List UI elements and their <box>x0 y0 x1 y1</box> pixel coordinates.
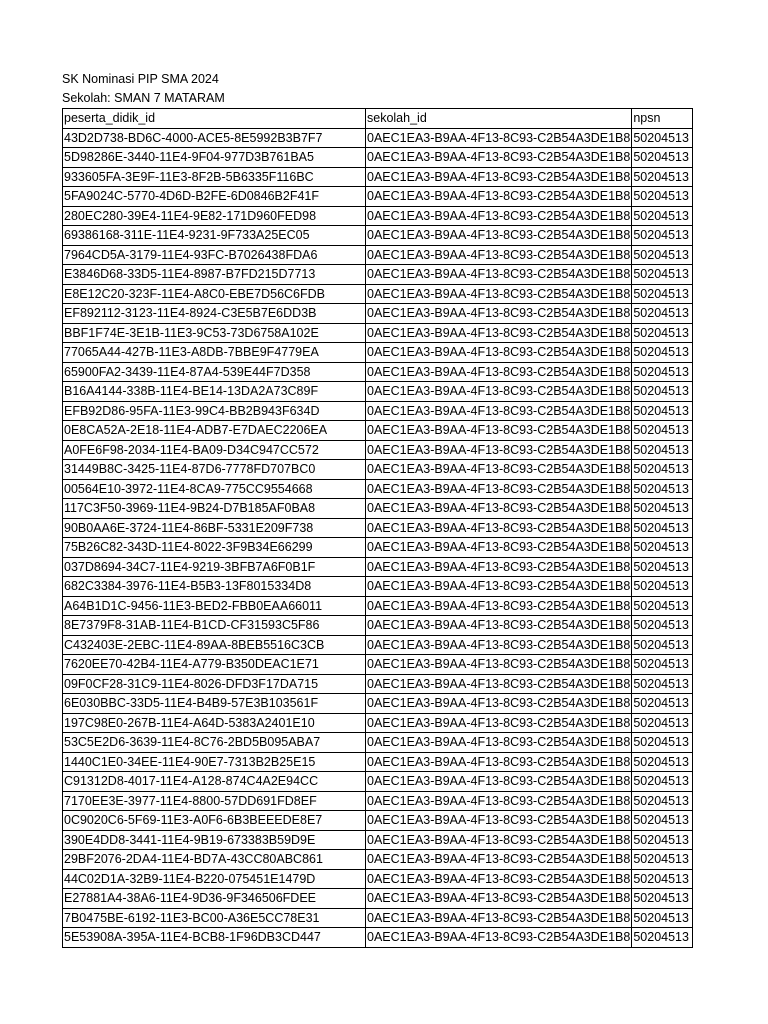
cell-peserta-didik-id: 29BF2076-2DA4-11E4-BD7A-43CC80ABC861 <box>63 850 366 870</box>
cell-sekolah-id: 0AEC1EA3-B9AA-4F13-8C93-C2B54A3DE1B8 <box>366 187 632 207</box>
cell-npsn: 50204513 <box>632 655 693 675</box>
cell-npsn: 50204513 <box>632 850 693 870</box>
cell-sekolah-id: 0AEC1EA3-B9AA-4F13-8C93-C2B54A3DE1B8 <box>366 148 632 168</box>
cell-npsn: 50204513 <box>632 928 693 948</box>
cell-npsn: 50204513 <box>632 713 693 733</box>
cell-npsn: 50204513 <box>632 362 693 382</box>
cell-peserta-didik-id: 7620EE70-42B4-11E4-A779-B350DEAC1E71 <box>63 655 366 675</box>
table-row <box>63 869 693 889</box>
cell-peserta-didik-id: 8E7379F8-31AB-11E4-B1CD-CF31593C5F86 <box>63 616 366 636</box>
cell-peserta-didik-id: E8E12C20-323F-11E4-A8C0-EBE7D56C6FDB <box>63 284 366 304</box>
cell-sekolah-id: 0AEC1EA3-B9AA-4F13-8C93-C2B54A3DE1B8 <box>366 752 632 772</box>
spreadsheet-page <box>62 70 693 948</box>
table-row <box>63 811 693 831</box>
cell-peserta-didik-id: C432403E-2EBC-11E4-89AA-8BEB5516C3CB <box>63 635 366 655</box>
table-row <box>63 440 693 460</box>
cell-npsn: 50204513 <box>632 538 693 558</box>
cell-npsn: 50204513 <box>632 830 693 850</box>
cell-sekolah-id: 0AEC1EA3-B9AA-4F13-8C93-C2B54A3DE1B8 <box>366 167 632 187</box>
cell-sekolah-id: 0AEC1EA3-B9AA-4F13-8C93-C2B54A3DE1B8 <box>366 557 632 577</box>
cell-npsn: 50204513 <box>632 694 693 714</box>
cell-sekolah-id: 0AEC1EA3-B9AA-4F13-8C93-C2B54A3DE1B8 <box>366 304 632 324</box>
table-row <box>63 265 693 285</box>
cell-peserta-didik-id: BBF1F74E-3E1B-11E3-9C53-73D6758A102E <box>63 323 366 343</box>
cell-sekolah-id: 0AEC1EA3-B9AA-4F13-8C93-C2B54A3DE1B8 <box>366 772 632 792</box>
cell-npsn: 50204513 <box>632 733 693 753</box>
cell-sekolah-id: 0AEC1EA3-B9AA-4F13-8C93-C2B54A3DE1B8 <box>366 362 632 382</box>
table-row <box>63 382 693 402</box>
cell-sekolah-id: 0AEC1EA3-B9AA-4F13-8C93-C2B54A3DE1B8 <box>366 401 632 421</box>
cell-sekolah-id: 0AEC1EA3-B9AA-4F13-8C93-C2B54A3DE1B8 <box>366 733 632 753</box>
table-row <box>63 830 693 850</box>
cell-sekolah-id: 0AEC1EA3-B9AA-4F13-8C93-C2B54A3DE1B8 <box>366 791 632 811</box>
cell-sekolah-id: 0AEC1EA3-B9AA-4F13-8C93-C2B54A3DE1B8 <box>366 479 632 499</box>
cell-peserta-didik-id: E27881A4-38A6-11E4-9D36-9F346506FDEE <box>63 889 366 909</box>
cell-peserta-didik-id: 6E030BBC-33D5-11E4-B4B9-57E3B103561F <box>63 694 366 714</box>
cell-peserta-didik-id: 44C02D1A-32B9-11E4-B220-075451E1479D <box>63 869 366 889</box>
cell-npsn: 50204513 <box>632 401 693 421</box>
cell-npsn: 50204513 <box>632 635 693 655</box>
cell-npsn: 50204513 <box>632 811 693 831</box>
cell-npsn: 50204513 <box>632 206 693 226</box>
cell-npsn: 50204513 <box>632 908 693 928</box>
cell-npsn: 50204513 <box>632 518 693 538</box>
cell-sekolah-id: 0AEC1EA3-B9AA-4F13-8C93-C2B54A3DE1B8 <box>366 382 632 402</box>
cell-sekolah-id: 0AEC1EA3-B9AA-4F13-8C93-C2B54A3DE1B8 <box>366 713 632 733</box>
cell-npsn: 50204513 <box>632 674 693 694</box>
cell-sekolah-id: 0AEC1EA3-B9AA-4F13-8C93-C2B54A3DE1B8 <box>366 577 632 597</box>
cell-peserta-didik-id: 117C3F50-3969-11E4-9B24-D7B185AF0BA8 <box>63 499 366 519</box>
table-row <box>63 167 693 187</box>
cell-sekolah-id: 0AEC1EA3-B9AA-4F13-8C93-C2B54A3DE1B8 <box>366 889 632 909</box>
cell-peserta-didik-id: EF892112-3123-11E4-8924-C3E5B7E6DD3B <box>63 304 366 324</box>
table-row <box>63 421 693 441</box>
table-row <box>63 499 693 519</box>
cell-npsn: 50204513 <box>632 304 693 324</box>
table-row <box>63 694 693 714</box>
table-row <box>63 713 693 733</box>
table-row <box>63 577 693 597</box>
cell-peserta-didik-id: A64B1D1C-9456-11E3-BED2-FBB0EAA66011 <box>63 596 366 616</box>
cell-peserta-didik-id: 682C3384-3976-11E4-B5B3-13F8015334D8 <box>63 577 366 597</box>
cell-peserta-didik-id: 75B26C82-343D-11E4-8022-3F9B34E66299 <box>63 538 366 558</box>
cell-npsn: 50204513 <box>632 791 693 811</box>
cell-peserta-didik-id: 69386168-311E-11E4-9231-9F733A25EC05 <box>63 226 366 246</box>
table-row <box>63 401 693 421</box>
cell-sekolah-id: 0AEC1EA3-B9AA-4F13-8C93-C2B54A3DE1B8 <box>366 343 632 363</box>
cell-sekolah-id: 0AEC1EA3-B9AA-4F13-8C93-C2B54A3DE1B8 <box>366 596 632 616</box>
cell-npsn: 50204513 <box>632 752 693 772</box>
cell-peserta-didik-id: 933605FA-3E9F-11E3-8F2B-5B6335F116BC <box>63 167 366 187</box>
cell-npsn: 50204513 <box>632 265 693 285</box>
cell-peserta-didik-id: 7B0475BE-6192-11E3-BC00-A36E5CC78E31 <box>63 908 366 928</box>
table-row <box>63 460 693 480</box>
cell-peserta-didik-id: EFB92D86-95FA-11E3-99C4-BB2B943F634D <box>63 401 366 421</box>
cell-sekolah-id: 0AEC1EA3-B9AA-4F13-8C93-C2B54A3DE1B8 <box>366 830 632 850</box>
table-row <box>63 343 693 363</box>
table-row <box>63 148 693 168</box>
cell-sekolah-id: 0AEC1EA3-B9AA-4F13-8C93-C2B54A3DE1B8 <box>366 206 632 226</box>
cell-npsn: 50204513 <box>632 440 693 460</box>
table-header-row <box>63 109 693 129</box>
cell-npsn: 50204513 <box>632 577 693 597</box>
table-row <box>63 908 693 928</box>
table-row <box>63 616 693 636</box>
cell-peserta-didik-id: 90B0AA6E-3724-11E4-86BF-5331E209F738 <box>63 518 366 538</box>
header-npsn: npsn <box>632 109 693 129</box>
cell-npsn: 50204513 <box>632 148 693 168</box>
cell-sekolah-id: 0AEC1EA3-B9AA-4F13-8C93-C2B54A3DE1B8 <box>366 655 632 675</box>
table-row <box>63 187 693 207</box>
table-row <box>63 128 693 148</box>
table-row <box>63 772 693 792</box>
cell-peserta-didik-id: 65900FA2-3439-11E4-87A4-539E44F7D358 <box>63 362 366 382</box>
cell-npsn: 50204513 <box>632 226 693 246</box>
table-row <box>63 655 693 675</box>
cell-peserta-didik-id: 0C9020C6-5F69-11E3-A0F6-6B3BEEEDE8E7 <box>63 811 366 831</box>
cell-peserta-didik-id: E3846D68-33D5-11E4-8987-B7FD215D7713 <box>63 265 366 285</box>
cell-npsn: 50204513 <box>632 460 693 480</box>
table-row <box>63 752 693 772</box>
cell-sekolah-id: 0AEC1EA3-B9AA-4F13-8C93-C2B54A3DE1B8 <box>366 538 632 558</box>
table-row <box>63 323 693 343</box>
cell-peserta-didik-id: 43D2D738-BD6C-4000-ACE5-8E5992B3B7F7 <box>63 128 366 148</box>
cell-sekolah-id: 0AEC1EA3-B9AA-4F13-8C93-C2B54A3DE1B8 <box>366 323 632 343</box>
cell-npsn: 50204513 <box>632 382 693 402</box>
table-row <box>63 733 693 753</box>
cell-peserta-didik-id: 09F0CF28-31C9-11E4-8026-DFD3F17DA715 <box>63 674 366 694</box>
cell-npsn: 50204513 <box>632 245 693 265</box>
cell-npsn: 50204513 <box>632 869 693 889</box>
table-row <box>63 791 693 811</box>
cell-npsn: 50204513 <box>632 889 693 909</box>
cell-npsn: 50204513 <box>632 616 693 636</box>
cell-sekolah-id: 0AEC1EA3-B9AA-4F13-8C93-C2B54A3DE1B8 <box>366 499 632 519</box>
table-row <box>63 557 693 577</box>
header-peserta-didik-id: peserta_didik_id <box>63 109 366 129</box>
table-row <box>63 674 693 694</box>
cell-peserta-didik-id: 00564E10-3972-11E4-8CA9-775CC9554668 <box>63 479 366 499</box>
cell-sekolah-id: 0AEC1EA3-B9AA-4F13-8C93-C2B54A3DE1B8 <box>366 928 632 948</box>
cell-peserta-didik-id: 5D98286E-3440-11E4-9F04-977D3B761BA5 <box>63 148 366 168</box>
table-row <box>63 284 693 304</box>
table-row <box>63 889 693 909</box>
cell-peserta-didik-id: B16A4144-338B-11E4-BE14-13DA2A73C89F <box>63 382 366 402</box>
table-row <box>63 362 693 382</box>
cell-sekolah-id: 0AEC1EA3-B9AA-4F13-8C93-C2B54A3DE1B8 <box>366 440 632 460</box>
cell-sekolah-id: 0AEC1EA3-B9AA-4F13-8C93-C2B54A3DE1B8 <box>366 869 632 889</box>
cell-sekolah-id: 0AEC1EA3-B9AA-4F13-8C93-C2B54A3DE1B8 <box>366 460 632 480</box>
document-title: SK Nominasi PIP SMA 2024 <box>62 72 219 86</box>
cell-npsn: 50204513 <box>632 167 693 187</box>
cell-peserta-didik-id: 7170EE3E-3977-11E4-8800-57DD691FD8EF <box>63 791 366 811</box>
table-row <box>63 206 693 226</box>
school-line: Sekolah: SMAN 7 MATARAM <box>62 91 225 105</box>
table-row <box>63 226 693 246</box>
cell-npsn: 50204513 <box>632 557 693 577</box>
cell-sekolah-id: 0AEC1EA3-B9AA-4F13-8C93-C2B54A3DE1B8 <box>366 421 632 441</box>
cell-npsn: 50204513 <box>632 284 693 304</box>
cell-sekolah-id: 0AEC1EA3-B9AA-4F13-8C93-C2B54A3DE1B8 <box>366 265 632 285</box>
cell-npsn: 50204513 <box>632 343 693 363</box>
cell-sekolah-id: 0AEC1EA3-B9AA-4F13-8C93-C2B54A3DE1B8 <box>366 908 632 928</box>
cell-peserta-didik-id: 77065A44-427B-11E3-A8DB-7BBE9F4779EA <box>63 343 366 363</box>
cell-npsn: 50204513 <box>632 421 693 441</box>
cell-sekolah-id: 0AEC1EA3-B9AA-4F13-8C93-C2B54A3DE1B8 <box>366 284 632 304</box>
table-row <box>63 538 693 558</box>
cell-peserta-didik-id: 31449B8C-3425-11E4-87D6-7778FD707BC0 <box>63 460 366 480</box>
header-sekolah-id: sekolah_id <box>366 109 632 129</box>
cell-npsn: 50204513 <box>632 479 693 499</box>
cell-npsn: 50204513 <box>632 187 693 207</box>
table-row <box>63 245 693 265</box>
table-row <box>63 596 693 616</box>
cell-sekolah-id: 0AEC1EA3-B9AA-4F13-8C93-C2B54A3DE1B8 <box>366 616 632 636</box>
table-row <box>63 928 693 948</box>
cell-sekolah-id: 0AEC1EA3-B9AA-4F13-8C93-C2B54A3DE1B8 <box>366 850 632 870</box>
cell-npsn: 50204513 <box>632 596 693 616</box>
cell-peserta-didik-id: 197C98E0-267B-11E4-A64D-5383A2401E10 <box>63 713 366 733</box>
table-row <box>63 304 693 324</box>
table-row <box>63 635 693 655</box>
cell-peserta-didik-id: C91312D8-4017-11E4-A128-874C4A2E94CC <box>63 772 366 792</box>
cell-peserta-didik-id: 5E53908A-395A-11E4-BCB8-1F96DB3CD447 <box>63 928 366 948</box>
cell-sekolah-id: 0AEC1EA3-B9AA-4F13-8C93-C2B54A3DE1B8 <box>366 694 632 714</box>
cell-peserta-didik-id: 1440C1E0-34EE-11E4-90E7-7313B2B25E15 <box>63 752 366 772</box>
cell-peserta-didik-id: 7964CD5A-3179-11E4-93FC-B7026438FDA6 <box>63 245 366 265</box>
cell-peserta-didik-id: 390E4DD8-3441-11E4-9B19-673383B59D9E <box>63 830 366 850</box>
cell-sekolah-id: 0AEC1EA3-B9AA-4F13-8C93-C2B54A3DE1B8 <box>366 811 632 831</box>
cell-sekolah-id: 0AEC1EA3-B9AA-4F13-8C93-C2B54A3DE1B8 <box>366 674 632 694</box>
cell-sekolah-id: 0AEC1EA3-B9AA-4F13-8C93-C2B54A3DE1B8 <box>366 226 632 246</box>
cell-sekolah-id: 0AEC1EA3-B9AA-4F13-8C93-C2B54A3DE1B8 <box>366 245 632 265</box>
cell-npsn: 50204513 <box>632 128 693 148</box>
cell-peserta-didik-id: 0E8CA52A-2E18-11E4-ADB7-E7DAEC2206EA <box>63 421 366 441</box>
table-body <box>63 128 693 947</box>
cell-sekolah-id: 0AEC1EA3-B9AA-4F13-8C93-C2B54A3DE1B8 <box>366 635 632 655</box>
nomination-table <box>62 108 693 948</box>
cell-npsn: 50204513 <box>632 772 693 792</box>
table-row <box>63 479 693 499</box>
cell-peserta-didik-id: 5FA9024C-5770-4D6D-B2FE-6D0846B2F41F <box>63 187 366 207</box>
cell-sekolah-id: 0AEC1EA3-B9AA-4F13-8C93-C2B54A3DE1B8 <box>366 518 632 538</box>
table-row <box>63 850 693 870</box>
cell-peserta-didik-id: 037D8694-34C7-11E4-9219-3BFB7A6F0B1F <box>63 557 366 577</box>
cell-sekolah-id: 0AEC1EA3-B9AA-4F13-8C93-C2B54A3DE1B8 <box>366 128 632 148</box>
cell-peserta-didik-id: A0FE6F98-2034-11E4-BA09-D34C947CC572 <box>63 440 366 460</box>
cell-npsn: 50204513 <box>632 323 693 343</box>
cell-npsn: 50204513 <box>632 499 693 519</box>
table-row <box>63 518 693 538</box>
cell-peserta-didik-id: 280EC280-39E4-11E4-9E82-171D960FED98 <box>63 206 366 226</box>
cell-peserta-didik-id: 53C5E2D6-3639-11E4-8C76-2BD5B095ABA7 <box>63 733 366 753</box>
